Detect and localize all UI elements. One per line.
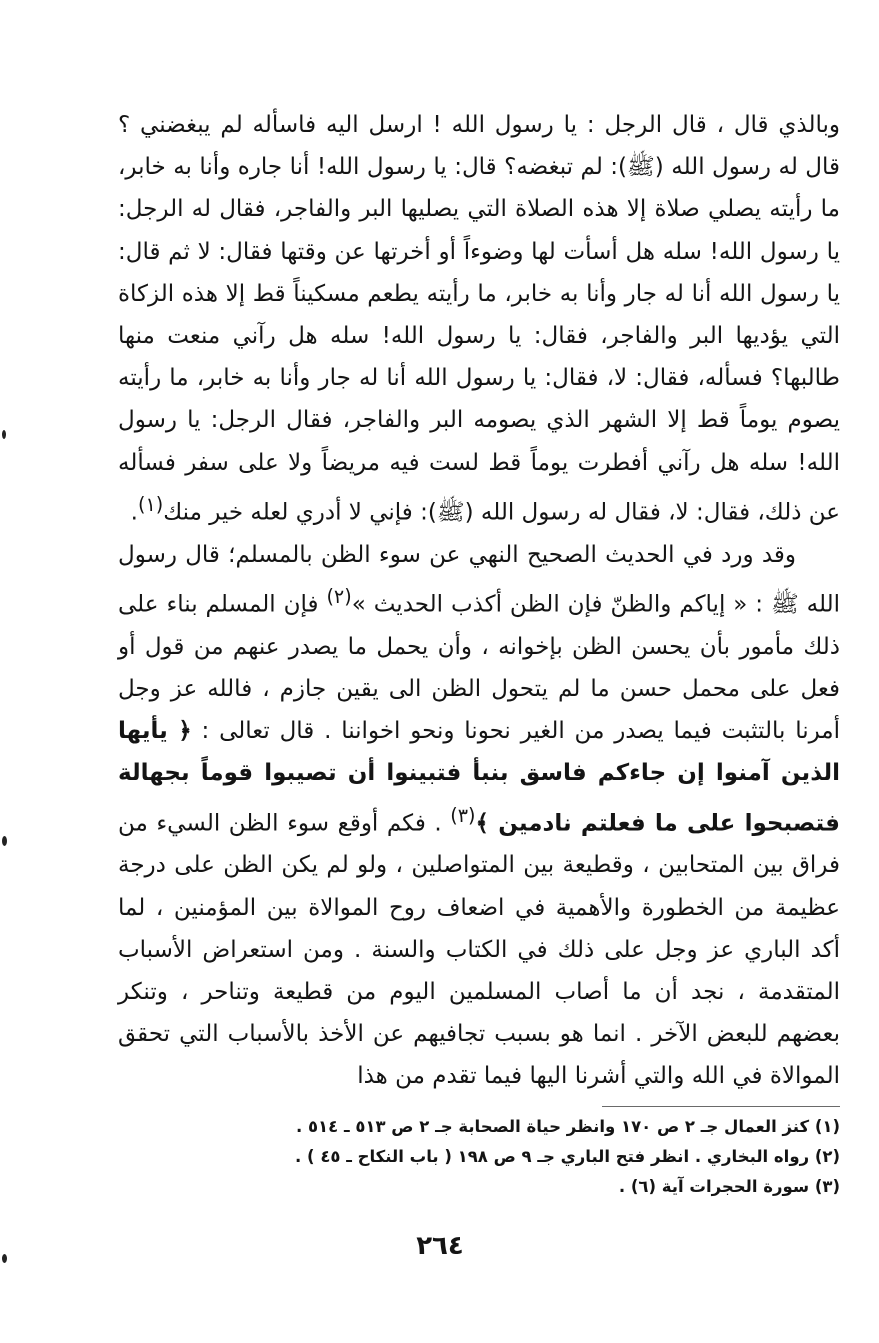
paragraph-suspicion [118, 534, 840, 1098]
paragraph-text: وبالذي قال ، قال الرجل : يا رسول الله ! ارسل اليه فاسأله لم يبغضني ؟ قال له رسول الله (ﷺ): لم تبغضه؟ قال: يا رسول الله! أنا جاره وأنا به خابر، ما رأيته يصلي صلاة إلا هذه الصلاة التي يصليها البر والفاجر، فقال له الرجل: يا رسول الله! سله هل أسأت لها وضوءاً أو أخرتها عن وقتها فقال: لا ثم قال: يا رسول الله أنا له جار وأنا به خابر، ما رأيته يطعم مسكيناً قط إلا هذه الزكاة التي يؤديها البر والفاجر، فقال: يا رسول الله! سله هل رآني منعت منها طالبها؟ فسأله، فقال: لا، فقال: يا رسول الله أنا له جار وأنا به خابر، ما رأيته يصوم يوماً قط إلا الشهر الذي يصومه البر والفاجر، فقال الرجل: يا رسول الله! سله هل رآني أفطرت يوماً قط لست فيه مريضاً ولا على سفر فسأله عن ذلك، فقال: لا، فقال له رسول الله (ﷺ): فإني لا أدري لعله خير منك [118, 112, 840, 526]
paragraph-text-a: وقد ورد في الحديث الصحيح النهي عن سوء الظن بالمسلم؛ قال رسول الله ﷺ : « إياكم والظنّ فإن الظن أكذب الحديث » [118, 541, 840, 618]
footnote-3: (٣) سورة الحجرات آية (٦) . [618, 1177, 840, 1196]
scan-mark-left-2 [2, 836, 7, 846]
paragraph-end: . [130, 499, 138, 526]
main-text [118, 104, 840, 1098]
footnote-1: (١) كنز العمال جـ ٢ ص ١٧٠ وانظر حياة الصحابة جـ ٢ ص ٥١٣ ـ ٥١٤ . [295, 1117, 840, 1136]
scan-mark-left-3 [2, 1254, 7, 1263]
footnote-ref-1: (١) [137, 492, 164, 516]
footnote-ref-3: (٣) [450, 803, 476, 827]
quran-verse: ﴿ يأيها الذين آمنوا إن جاءكم فاسق بنبأ فتبينوا أن تصيبوا قوماً بجهالة فتصبحوا على ما فعلتم نادمين ﴾ [118, 718, 840, 837]
footnotes [240, 1112, 840, 1202]
paragraph-text-b: فإن المسلم بناء على ذلك مأمور بأن يحسن الظن بإخوانه ، وأن يحمل ما يصدر عنهم من قول أو فعل على محمل حسن ما لم يتحول الظن الى يقين جازم ، فالله عز وجل أمرنا بالتثبت فيما يصدر من الغير نحونا ونحو اخواننا . قال تعالى : [118, 591, 841, 745]
scan-mark-left-1 [2, 430, 6, 439]
footnote-ref-2: (٢) [326, 584, 352, 608]
paragraph-text-c: . فكم أوقع سوء الظن السيء من فراق بين المتحابين ، وقطيعة بين المتواصلين ، ولو لم يكن الظن على درجة عظيمة من الخطورة والأهمية في اضعاف روح الموالاة بين المؤمنين ، لما أكد الباري عز وجل على ذلك في الكتاب والسنة . ومن استعراض الأسباب المتقدمة ، نجد أن ما أصاب المسلمين اليوم من قطيعة وتناحر ، وتنكر بعضهم للبعض الآخر . انما هو بسبب تجافيهم عن الأخذ بالأسباب التي تحقق الموالاة في الله والتي أشرنا اليها فيما تقدم من هذا [118, 810, 840, 1090]
paragraph-hadith-story [118, 104, 840, 534]
footnote-2: (٢) رواه البخاري . انظر فتح الباري جـ ٩ ص ١٩٨ ( باب النكاح ـ ٤٥ ) . [295, 1147, 840, 1166]
page-number: ٢٦٤ [416, 1231, 464, 1261]
footnote-separator [602, 1106, 840, 1107]
